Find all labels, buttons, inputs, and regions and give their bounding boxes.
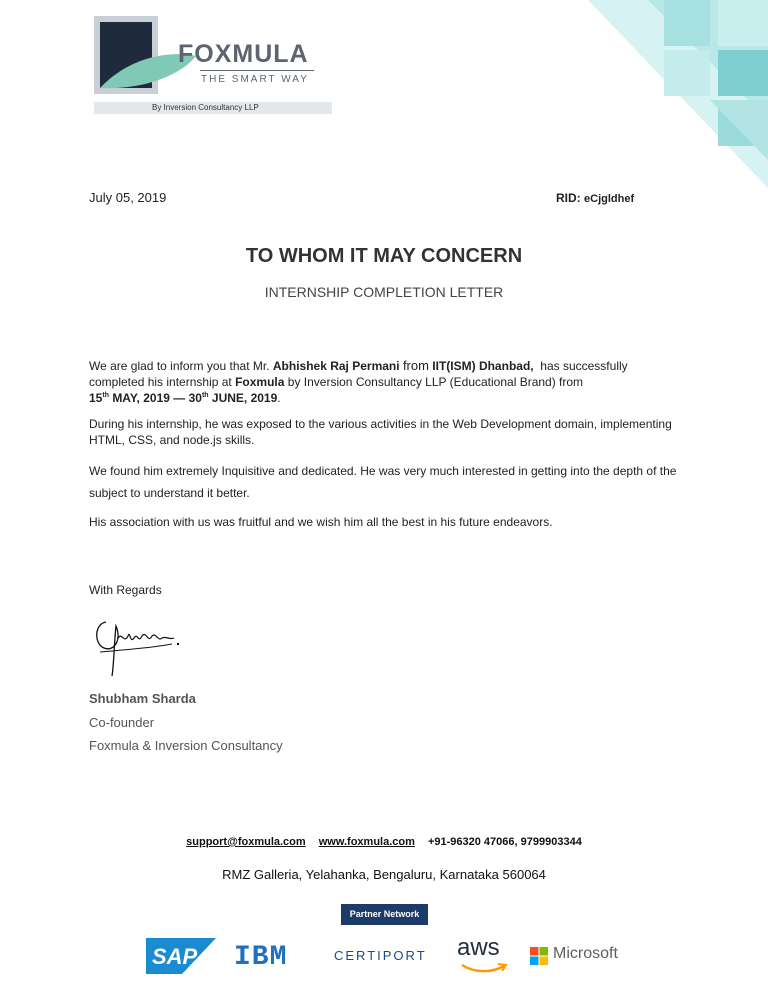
rid-value: eCjgldhef xyxy=(584,193,635,205)
certiport-logo: CERTIPORT xyxy=(334,948,427,963)
ibm-logo: IBM xyxy=(234,942,288,973)
sap-logo xyxy=(146,938,216,974)
letter-subheading: INTERNSHIP COMPLETION LETTER xyxy=(264,284,504,300)
paragraph-feedback: We found him extremely Inquisitive and dedicated. He was very much interested in getting into the depth of the subject to understand it better. xyxy=(89,464,677,500)
p1-from: from xyxy=(402,358,429,373)
logo-tagline: THE SMART WAY xyxy=(201,74,309,85)
paragraph-intro xyxy=(89,358,679,406)
microsoft-logo xyxy=(530,945,630,967)
corner-decoration xyxy=(568,0,768,190)
p1-text-c: by Inversion Consultancy LLP (Educational Brand) from xyxy=(287,375,584,389)
company-name: Foxmula xyxy=(235,375,285,389)
rid xyxy=(556,191,634,205)
website-link[interactable]: www.foxmula.com xyxy=(318,836,415,848)
aws-smile-icon xyxy=(460,962,508,974)
signature-image xyxy=(92,614,184,678)
contact-line xyxy=(0,836,768,848)
microsoft-label: Microsoft xyxy=(553,945,618,962)
partner-logos xyxy=(140,934,630,980)
intern-name: Abhishek Raj Permani xyxy=(272,359,400,373)
aws-logo: aws xyxy=(457,934,500,961)
company-logo xyxy=(94,16,334,116)
company-address: RMZ Galleria, Yelahanka, Bengaluru, Karnataka 560064 xyxy=(222,867,546,882)
signer-name: Shubham Sharda xyxy=(89,691,196,706)
sap-label: SAP xyxy=(152,944,198,969)
p1-end-punct: . xyxy=(277,391,281,405)
college-name: IIT(ISM) Dhanbad, xyxy=(432,359,534,373)
letter-date: July 05, 2019 xyxy=(89,190,167,205)
partner-network-badge: Partner Network xyxy=(341,904,428,925)
rid-label: RID: xyxy=(556,191,581,205)
email-link[interactable]: support@foxmula.com xyxy=(186,836,306,848)
p1-text-b: has successfully completed his internship at xyxy=(89,359,628,389)
closing-regards: With Regards xyxy=(89,583,162,597)
logo-byline: By Inversion Consultancy LLP xyxy=(152,103,259,112)
internship-dates: 15th MAY, 2019 — 30th JUNE, 2019 xyxy=(89,391,278,405)
logo-title: FOXMULA xyxy=(178,40,309,68)
paragraph-activities: During his internship, he was exposed to the various activities in the Web Development domain, implementing HTML, CSS, and node.js skills. xyxy=(89,417,672,447)
phone-numbers: +91-96320 47066, 9799903344 xyxy=(427,836,582,848)
paragraph-wishes: His association with us was fruitful and we wish him all the best in his future endeavors. xyxy=(89,515,553,529)
letter-heading: TO WHOM IT MAY CONCERN xyxy=(245,245,523,267)
signer-organization: Foxmula & Inversion Consultancy xyxy=(89,738,283,753)
logo-divider xyxy=(200,70,314,71)
microsoft-grid-icon xyxy=(530,947,548,965)
p1-text-a: We are glad to inform you that Mr. xyxy=(89,359,270,373)
signer-role: Co-founder xyxy=(89,715,155,730)
